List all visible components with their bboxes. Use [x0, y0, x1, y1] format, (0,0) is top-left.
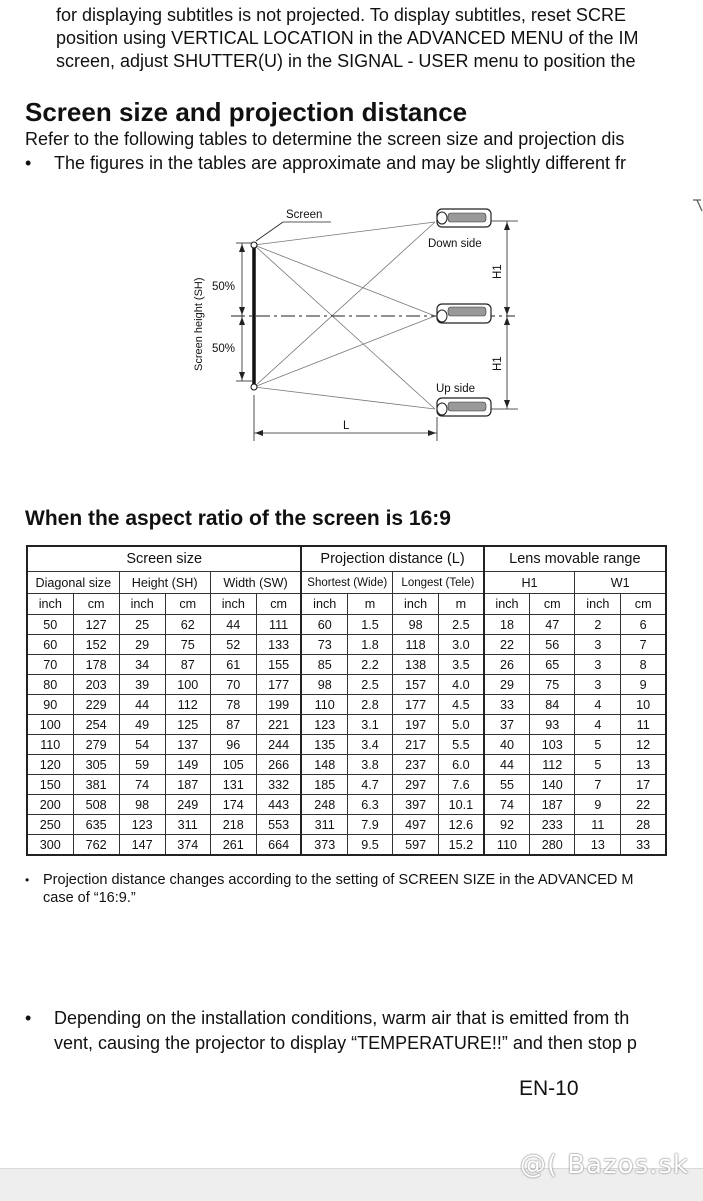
table-cell: 311	[301, 815, 347, 835]
table-cell: 10.1	[439, 795, 484, 815]
table-cell: 497	[393, 815, 439, 835]
table-cell: 18	[484, 615, 530, 635]
table-cell: 112	[165, 695, 210, 715]
table-units-row	[27, 594, 666, 615]
table-cell: 87	[165, 655, 210, 675]
down-side-label: Down side	[428, 238, 482, 250]
table-cell: 60	[301, 615, 347, 635]
table-cell: 12.6	[439, 815, 484, 835]
table-cell: 7	[621, 635, 666, 655]
intro-line-2: position using VERTICAL LOCATION in the ADVANCED MENU of the IM	[56, 28, 639, 48]
table-cell: 73	[301, 635, 347, 655]
table-cell: 237	[393, 755, 439, 775]
table-cell: 100	[165, 675, 210, 695]
table-cell: 40	[484, 735, 530, 755]
unit-header: cm	[530, 594, 575, 615]
table-cell: 7.6	[439, 775, 484, 795]
unit-header: cm	[621, 594, 666, 615]
table-cell: 279	[73, 735, 119, 755]
table-cell: 3	[575, 655, 621, 675]
table-cell: 7.9	[347, 815, 392, 835]
table-cell: 4.7	[347, 775, 392, 795]
table-row	[27, 795, 666, 815]
table-cell: 4	[575, 695, 621, 715]
table-cell: 3.0	[439, 635, 484, 655]
table-cell: 56	[530, 635, 575, 655]
table-cell: 59	[119, 755, 165, 775]
unit-header: cm	[165, 594, 210, 615]
table-cell: 5	[575, 755, 621, 775]
table-row	[27, 635, 666, 655]
bullet-icon: •	[25, 153, 32, 173]
table-cell: 11	[621, 715, 666, 735]
intro-line-1: for displaying subtitles is not projected. To display subtitles, reset SCRE	[56, 5, 626, 25]
table-cell: 133	[256, 635, 301, 655]
sub-width: Width (SW)	[210, 572, 301, 594]
projector-bottom-icon	[437, 398, 491, 416]
table-cell: 62	[165, 615, 210, 635]
unit-header: m	[347, 594, 392, 615]
table-cell: 78	[210, 695, 256, 715]
table-cell: 123	[301, 715, 347, 735]
table-row	[27, 735, 666, 755]
section-bullet-text: The figures in the tables are approximate and may be slightly different fr	[54, 153, 626, 173]
table-cell: 15.2	[439, 835, 484, 856]
table-cell: 8	[621, 655, 666, 675]
table-cell: 6.3	[347, 795, 392, 815]
table-cell: 39	[119, 675, 165, 695]
table-cell: 140	[530, 775, 575, 795]
table-cell: 25	[119, 615, 165, 635]
group-screen-size: Screen size	[27, 546, 301, 572]
table-cell: 22	[621, 795, 666, 815]
table-cell: 2.8	[347, 695, 392, 715]
table-cell: 137	[165, 735, 210, 755]
unit-header: m	[439, 594, 484, 615]
pct-top-label: 50%	[212, 281, 236, 293]
table-cell: 5	[575, 735, 621, 755]
table-cell: 10	[621, 695, 666, 715]
table-cell: 261	[210, 835, 256, 856]
warning-bullet-icon: •	[25, 1008, 32, 1028]
sub-h1: H1	[484, 572, 575, 594]
page-number: EN-10	[519, 1077, 579, 1100]
unit-header: cm	[73, 594, 119, 615]
table-cell: 664	[256, 835, 301, 856]
table-cell: 123	[119, 815, 165, 835]
table-row	[27, 615, 666, 635]
table-cell: 22	[484, 635, 530, 655]
watermark: @( Bazos.sk	[519, 1150, 689, 1180]
table-cell: 84	[530, 695, 575, 715]
table-cell: 7	[575, 775, 621, 795]
table-cell: 221	[256, 715, 301, 735]
table-cell: 9	[621, 675, 666, 695]
table-cell: 6	[621, 615, 666, 635]
projection-diagram	[185, 195, 530, 470]
table-cell: 120	[27, 755, 73, 775]
table-cell: 26	[484, 655, 530, 675]
table-row	[27, 655, 666, 675]
section-title: Screen size and projection distance	[25, 97, 468, 127]
table-cell: 110	[301, 695, 347, 715]
table-cell: 3.5	[439, 655, 484, 675]
table-cell: 60	[27, 635, 73, 655]
h1-top-label: H1	[492, 264, 504, 279]
note-line-2: case of “16:9.”	[43, 890, 136, 906]
table-cell: 33	[484, 695, 530, 715]
table-group-header	[27, 546, 666, 572]
table-cell: 44	[484, 755, 530, 775]
warning-line-2: vent, causing the projector to display “TEMPERATURE!!” and then stop p	[54, 1033, 637, 1053]
screen-size-table	[26, 545, 667, 856]
table-cell: 3.4	[347, 735, 392, 755]
table-cell: 127	[73, 615, 119, 635]
table-cell: 217	[393, 735, 439, 755]
table-cell: 305	[73, 755, 119, 775]
table-cell: 553	[256, 815, 301, 835]
unit-header: cm	[256, 594, 301, 615]
table-cell: 11	[575, 815, 621, 835]
table-cell: 152	[73, 635, 119, 655]
unit-header: inch	[119, 594, 165, 615]
table-row	[27, 695, 666, 715]
table-cell: 44	[119, 695, 165, 715]
table-cell: 70	[27, 655, 73, 675]
intro-paragraph	[56, 4, 703, 73]
table-cell: 443	[256, 795, 301, 815]
pct-bottom-label: 50%	[212, 343, 236, 355]
intro-line-3: screen, adjust SHUTTER(U) in the SIGNAL - USER menu to position the	[56, 51, 636, 71]
table-cell: 87	[210, 715, 256, 735]
table-cell: 33	[621, 835, 666, 856]
group-lens-range: Lens movable range	[484, 546, 666, 572]
table-cell: 1.5	[347, 615, 392, 635]
table-cell: 85	[301, 655, 347, 675]
table-cell: 103	[530, 735, 575, 755]
sub-w1: W1	[575, 572, 666, 594]
table-cell: 177	[256, 675, 301, 695]
table-cell: 55	[484, 775, 530, 795]
table-cell: 174	[210, 795, 256, 815]
table-cell: 508	[73, 795, 119, 815]
table-cell: 229	[73, 695, 119, 715]
unit-header: inch	[27, 594, 73, 615]
projector-top-icon	[437, 209, 491, 227]
table-cell: 138	[393, 655, 439, 675]
table-cell: 373	[301, 835, 347, 856]
table-cell: 49	[119, 715, 165, 735]
table-cell: 12	[621, 735, 666, 755]
sub-diagonal: Diagonal size	[27, 572, 119, 594]
table-row	[27, 815, 666, 835]
section-bullet	[25, 153, 626, 174]
table-cell: 92	[484, 815, 530, 835]
table-cell: 52	[210, 635, 256, 655]
table-cell: 54	[119, 735, 165, 755]
note-line-1: Projection distance changes according to the setting of SCREEN SIZE in the ADVANCED M	[43, 872, 634, 888]
table-title: When the aspect ratio of the screen is 16:9	[25, 507, 451, 530]
table-cell: 131	[210, 775, 256, 795]
table-cell: 2.5	[439, 615, 484, 635]
table-row	[27, 675, 666, 695]
table-cell: 100	[27, 715, 73, 735]
table-cell: 3.8	[347, 755, 392, 775]
section-lead: Refer to the following tables to determine the screen size and projection dis	[25, 129, 625, 149]
table-cell: 13	[621, 755, 666, 775]
table-body	[27, 615, 666, 856]
table-cell: 187	[530, 795, 575, 815]
warning-note	[25, 1006, 637, 1056]
table-cell: 157	[393, 675, 439, 695]
table-cell: 47	[530, 615, 575, 635]
table-cell: 118	[393, 635, 439, 655]
table-cell: 98	[301, 675, 347, 695]
sub-longest: Longest (Tele)	[393, 572, 484, 594]
table-cell: 125	[165, 715, 210, 735]
table-cell: 178	[73, 655, 119, 675]
table-cell: 397	[393, 795, 439, 815]
table-cell: 4.5	[439, 695, 484, 715]
table-cell: 74	[484, 795, 530, 815]
table-cell: 75	[530, 675, 575, 695]
table-cell: 61	[210, 655, 256, 675]
table-cell: 112	[530, 755, 575, 775]
note-bullet-icon: •	[25, 873, 30, 887]
table-cell: 244	[256, 735, 301, 755]
table-cell: 280	[530, 835, 575, 856]
table-cell: 80	[27, 675, 73, 695]
projector-middle-icon	[437, 304, 491, 323]
table-cell: 65	[530, 655, 575, 675]
table-cell: 150	[27, 775, 73, 795]
table-cell: 3	[575, 675, 621, 695]
table-cell: 250	[27, 815, 73, 835]
table-cell: 185	[301, 775, 347, 795]
table-cell: 2.2	[347, 655, 392, 675]
up-side-label: Up side	[436, 383, 475, 395]
table-cell: 105	[210, 755, 256, 775]
table-cell: 2.5	[347, 675, 392, 695]
table-cell: 266	[256, 755, 301, 775]
table-cell: 197	[393, 715, 439, 735]
table-cell: 3.1	[347, 715, 392, 735]
table-cell: 9.5	[347, 835, 392, 856]
table-cell: 5.0	[439, 715, 484, 735]
corner-mark-icon	[693, 198, 703, 212]
sub-height: Height (SH)	[119, 572, 210, 594]
table-cell: 374	[165, 835, 210, 856]
table-cell: 187	[165, 775, 210, 795]
sub-shortest: Shortest (Wide)	[301, 572, 392, 594]
table-cell: 29	[119, 635, 165, 655]
unit-header: inch	[210, 594, 256, 615]
table-cell: 762	[73, 835, 119, 856]
table-cell: 110	[27, 735, 73, 755]
table-cell: 249	[165, 795, 210, 815]
table-row	[27, 775, 666, 795]
table-cell: 155	[256, 655, 301, 675]
table-cell: 635	[73, 815, 119, 835]
table-cell: 3	[575, 635, 621, 655]
table-cell: 96	[210, 735, 256, 755]
screen-height-label: Screen height (SH)	[193, 277, 205, 371]
table-note	[25, 871, 634, 907]
unit-header: inch	[393, 594, 439, 615]
table-cell: 332	[256, 775, 301, 795]
table-cell: 70	[210, 675, 256, 695]
table-cell: 5.5	[439, 735, 484, 755]
table-cell: 597	[393, 835, 439, 856]
table-cell: 17	[621, 775, 666, 795]
table-cell: 37	[484, 715, 530, 735]
table-cell: 148	[301, 755, 347, 775]
table-cell: 74	[119, 775, 165, 795]
unit-header: inch	[484, 594, 530, 615]
table-sub-header	[27, 572, 666, 594]
screen-label: Screen	[286, 209, 323, 221]
table-cell: 9	[575, 795, 621, 815]
table-cell: 29	[484, 675, 530, 695]
table-cell: 34	[119, 655, 165, 675]
table-cell: 233	[530, 815, 575, 835]
table-cell: 50	[27, 615, 73, 635]
table-cell: 297	[393, 775, 439, 795]
table-cell: 254	[73, 715, 119, 735]
unit-header: inch	[575, 594, 621, 615]
table-cell: 248	[301, 795, 347, 815]
table-cell: 135	[301, 735, 347, 755]
table-cell: 4.0	[439, 675, 484, 695]
table-cell: 203	[73, 675, 119, 695]
unit-header: inch	[301, 594, 347, 615]
table-cell: 311	[165, 815, 210, 835]
table-cell: 98	[119, 795, 165, 815]
table-cell: 93	[530, 715, 575, 735]
table-cell: 111	[256, 615, 301, 635]
table-cell: 28	[621, 815, 666, 835]
table-cell: 13	[575, 835, 621, 856]
distance-label: L	[343, 420, 350, 432]
table-row	[27, 715, 666, 735]
table-cell: 75	[165, 635, 210, 655]
table-cell: 199	[256, 695, 301, 715]
table-cell: 149	[165, 755, 210, 775]
table-cell: 90	[27, 695, 73, 715]
table-cell: 1.8	[347, 635, 392, 655]
table-cell: 2	[575, 615, 621, 635]
h1-bottom-label: H1	[492, 356, 504, 371]
table-cell: 44	[210, 615, 256, 635]
table-cell: 4	[575, 715, 621, 735]
table-cell: 98	[393, 615, 439, 635]
table-cell: 300	[27, 835, 73, 856]
table-cell: 177	[393, 695, 439, 715]
table-cell: 110	[484, 835, 530, 856]
table-cell: 147	[119, 835, 165, 856]
warning-line-1: Depending on the installation conditions, warm air that is emitted from th	[54, 1008, 630, 1028]
table-cell: 381	[73, 775, 119, 795]
table-cell: 218	[210, 815, 256, 835]
group-projection-distance: Projection distance (L)	[301, 546, 483, 572]
table-cell: 6.0	[439, 755, 484, 775]
table-row	[27, 755, 666, 775]
table-row	[27, 835, 666, 856]
table-cell: 200	[27, 795, 73, 815]
